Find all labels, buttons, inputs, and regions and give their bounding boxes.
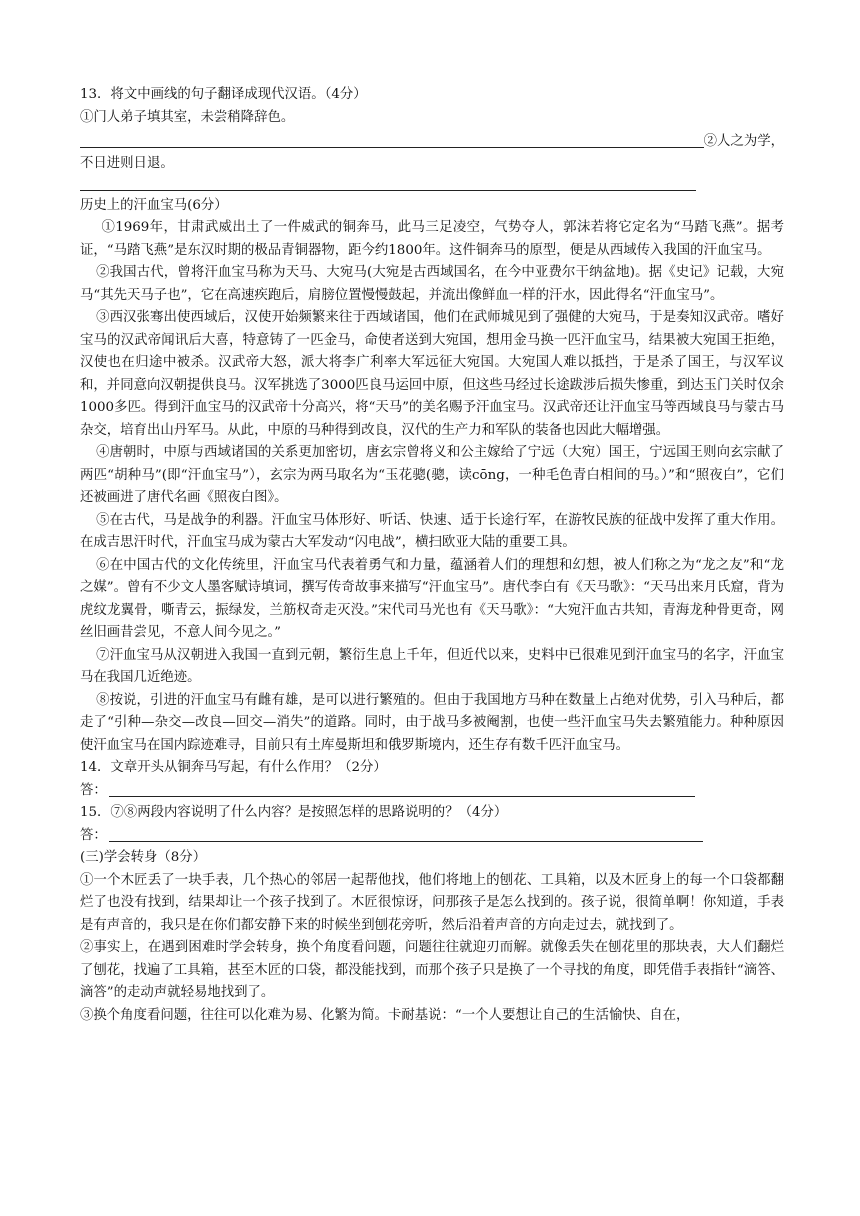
answer-line [80, 147, 704, 148]
reading-3-title: (三)学会转身（8分） [80, 850, 207, 865]
reading-2-paragraph-2: ②我国古代，曾将汗血宝马称为天马、大宛马(大宛是古西域国名，在今中亚费尔干纳盆地)。据《史记》记载，大宛马“其先天马子也”，它在高速疾跑后，肩膀位置慢慢鼓起，并流出像鲜血一样的汗水，因此得名“汗血宝马”。 [80, 265, 784, 303]
answer-line [109, 841, 703, 842]
question-15-title: 15．⑦⑧两段内容说明了什么内容？是按照怎样的思路说明的？（4分） [80, 805, 508, 820]
answer-label: 答： [80, 827, 107, 843]
reading-2-paragraph-6: ⑥在中国古代的文化传统里，汗血宝马代表着勇气和力量，蕴涵着人们的理想和幻想，被人们称之为“龙之友”和“龙之媒”。曾有不少文人墨客赋诗填词，撰写传奇故事来描写“汗血宝马”。唐代李白有《天马歌》：“天马出来月氏窟，背为虎纹龙翼骨，嘶青云，振绿发，兰筋权奇走灭没。”宋代司马光也有《天马歌》：“大宛汗血古共知，青海龙种骨更奇，网丝旧画昔尝见，不意人间今见之。” [80, 557, 784, 640]
reading-2-paragraph-8: ⑧按说，引进的汗血宝马有雌有雄，是可以进行繁殖的。但由于我国地方马种在数量上占绝对优势，引入马种后，都走了“引种—杂交—改良—回交—消失”的道路。同时，由于战马多被阉割，也使一些汗血宝马失去繁殖能力。种种原因使汗血宝马在国内踪迹难寻，目前只有土库曼斯坦和俄罗斯境内，还生存有数千匹汗血宝马。 [80, 692, 784, 753]
question-13-item-1: ①门人弟子填其室，未尝稍降辞色。 [80, 109, 295, 125]
answer-blank-1[interactable] [80, 129, 784, 153]
answer-row-15[interactable] [80, 825, 784, 848]
question-13-title: 13．将文中画线的句子翻译成现代汉语。（4分） [80, 87, 367, 102]
reading-2-paragraph-7: ⑦汗血宝马从汉朝进入我国一直到元朝，繁衍生息上千年，但近代以来，史料中已很难见到汗血宝马的名字，汗血宝马在我国几近绝迹。 [80, 647, 784, 685]
reading-3-paragraph-2: ②事实上，在遇到困难时学会转身，换个角度看问题，问题往往就迎刃而解。就像丢失在刨花里的那块表，大人们翻烂了刨花，找遍了工具箱，甚至木匠的口袋，都没能找到，而那个孩子只是换了一个寻找的角度，即凭借手表指针“滴答、滴答”的走动声就轻易地找到了。 [80, 940, 784, 1000]
answer-line [109, 796, 695, 797]
question-14-title: 14．文章开头从铜奔马写起，有什么作用？（2分） [80, 760, 387, 775]
answer-blank-2[interactable] [80, 176, 696, 191]
answer-row-14[interactable] [80, 780, 784, 803]
exam-page [80, 84, 784, 1027]
reading-2-paragraph-5: ⑤在古代，马是战争的利器。汗血宝马体形好、听话、快速、适于长途行军，在游牧民族的征战中发挥了重大作用。在成吉思汗时代，汗血宝马成为蒙古大军发动“闪电战”，横扫欧亚大陆的重要工具。 [80, 512, 784, 550]
question-13-item-2-tail: 不日进则日退。 [80, 156, 174, 171]
reading-2-paragraph-3: ③西汉张骞出使西域后，汉使开始频繁来往于西域诸国，他们在武师城见到了强健的大宛马，于是奏知汉武帝。嗜好宝马的汉武帝闻讯后大喜，特意铸了一匹金马，命使者送到大宛国，想用金马换一匹汗血宝马，结果被大宛国王拒绝，汉使也在归途中被杀。汉武帝大怒，派大将李广利率大军远征大宛国。大宛国人难以抵挡，于是杀了国王，与汉军议和，并同意向汉朝提供良马。汉军挑选了3000匹良马运回中原，但这些马经过长途跋涉后损失惨重，到达玉门关时仅余1000多匹。得到汗血宝马的汉武帝十分高兴，将“天马”的美名赐予汗血宝马。汉武帝还让汗血宝马等西域良马与蒙古马杂交，培育出山丹军马。从此，中原的马种得到改良，汉代的生产力和军队的装备也因此大幅增强。 [80, 310, 784, 438]
reading-2-paragraph-4: ④唐朝时，中原与西域诸国的关系更加密切，唐玄宗曾将义和公主嫁给了宁远（大宛）国王，宁远国王则向玄宗献了两匹“胡种马”(即“汗血宝马”），玄宗为两马取名为“玉花骢(骢，读cōng，一种毛色青白相间的马。）”和“照夜白”，它们还被画进了唐代名画《照夜白图》。 [80, 445, 784, 505]
reading-3-paragraph-3: ③换个角度看问题，往往可以化难为易、化繁为简。卡耐基说：“一个人要想让自己的生活愉快、自在， [80, 1007, 690, 1023]
reading-3-paragraph-1: ①一个木匠丢了一块手表，几个热心的邻居一起帮他找，他们将地上的刨花、工具箱，以及木匠身上的每一个口袋都翻烂了也没有找到，结果却让一个孩子找到了。木匠很惊讶，问那孩子是怎么找到的。孩子说，很简单啊！你知道，手表是有声音的，我只是在你们都安静下来的时候坐到刨花旁听，然后沿着声音的方向走过去，就找到了。 [80, 872, 784, 933]
answer-label: 答： [80, 782, 107, 798]
question-13-item-2-head: ②人之为学， [703, 133, 784, 149]
reading-2-title: 历史上的汗血宝马(6分） [80, 197, 228, 213]
reading-2-paragraph-1: ①1969年，甘肃武威出土了一件威武的铜奔马，此马三足凌空，气势夺人，郭沫若将它定名为“马踏飞燕”。据考证，“马踏飞燕”是东汉时期的极品青铜器物，距今约1800年。这件铜奔马的原型，便是从西域传入我国的汗血宝马。 [80, 220, 784, 258]
